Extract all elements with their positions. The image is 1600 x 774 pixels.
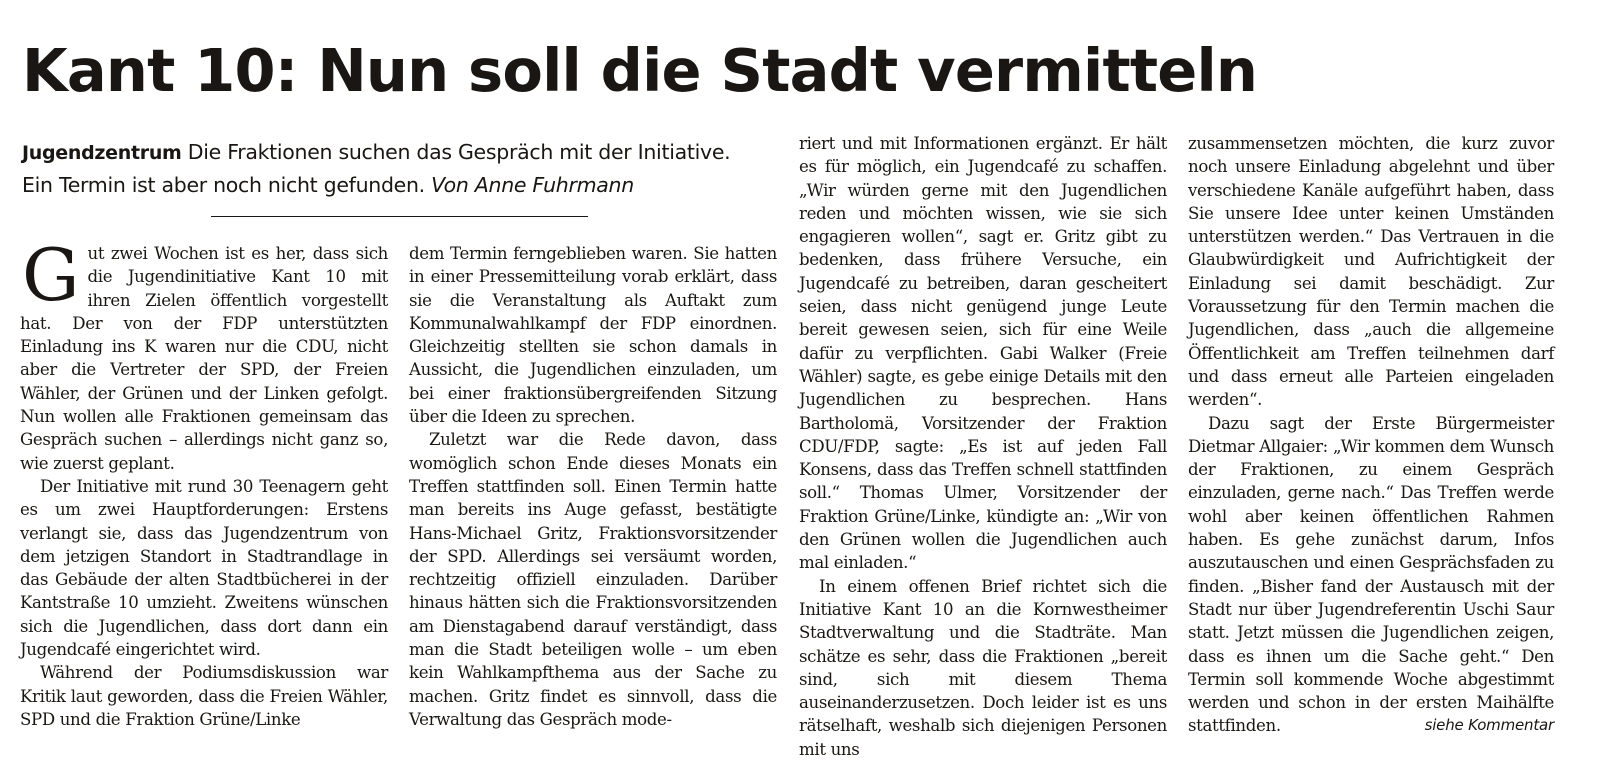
article-column-4 (1188, 132, 1554, 738)
paragraph: In einem offenen Brief richtet sich die Initiative Kant 10 an die Kornwestheimer Stadtverwaltung und die Stadträte. Man schätze es sehr, dass die Fraktionen „bereit sind, sich mit diesem Thema auseinanderzusetzen. Doch leider ist es uns rätselhaft, weshalb sich diejenigen Personen mit uns (799, 576, 1167, 759)
article-headline: Kant 10: Nun soll die Stadt vermitteln (22, 36, 1258, 105)
article-column-2 (409, 242, 777, 731)
paragraph: Der Initiative mit rund 30 Teenagern geht es um zwei Hauptforderungen: Erstens verlangt sie, dass das Jugendzentrum von dem jetzigen Standort in Stadtrandlage in das Gebäude der alten Stadtbücherei in der Kantstraße 10 umzieht. Zweitens wünschen sich die Jugendlichen, dass dort dann ein Jugendcafé eingerichtet wird. (20, 476, 388, 660)
deck-text: Die Fraktionen suchen das Gespräch mit der Initiative. (187, 140, 731, 164)
article-column-1 (20, 233, 388, 731)
paragraph-text: Dazu sagt der Erste Bürgermeister Dietmar Allgaier: „Wir kommen dem Wunsch der Fraktionen, zu einem Gespräch einzuladen, gerne nach.“ Das Treffen werde wohl aber keinen öffentlichen Rahmen haben. Es gehe zunächst darum, Infos auszutauschen und einen Gesprächsfaden zu finden. „Bisher fand der Austausch mit der Stadt nur über Jugendreferentin Uschi Saur statt. Jetzt müssen die Jugendlichen zeigen, dass es ihnen um die Sache geht.“ Den Termin soll kommende Woche abgestimmt werden und schon in der ersten Maihälfte stattfinden. (1188, 413, 1554, 736)
byline: Von Anne Fuhrmann (431, 173, 634, 197)
deck-divider (211, 216, 588, 217)
paragraph: riert und mit Informationen ergänzt. Er hält es für möglich, ein Jugendcafé zu schaffen. „Wir würden gerne mit den Jugendlichen reden und möchten wissen, wie sie sich engagieren wollen“, sagt er. Gritz gibt zu bedenken, dass frühere Versuche, ein Jugendcafé zu betreiben, daran gescheitert seien, dass nicht genügend junge Leute bereit gewesen seien, sich für eine Weile dafür zu verpflichten. Gabi Walker (Freie Wähler) sagte, es gebe einige Details mit den Jugendlichen zu besprechen. Hans Bartholomä, Vorsitzender der Fraktion CDU/FDP, sagte: „Es ist auf jeden Fall Konsens, dass das Treffen schnell stattfinden soll.“ Thomas Ulmer, Vorsitzender der Fraktion Grüne/Linke, kündigte an: „Wir von den Grünen wollen die Jugendlichen auch mal einladen.“ (799, 134, 1167, 573)
paragraph-text: ut zwei Wochen ist es her, dass sich die Jugendinitiative Kant 10 mit ihren Zielen öffentlich vorgestellt hat. Der von der FDP unterstützten Einladung ins K waren nur die CDU, nicht aber die Vertreter der SPD, der Freien Wähler, der Grünen und der Linken gefolgt. Nun wollen alle Fraktionen gemeinsam das Gespräch suchen – allerdings nicht ganz so, wie zuerst geplant. (20, 244, 388, 473)
paragraph: Zuletzt war die Rede davon, dass womöglich schon Ende dieses Monats ein Treffen stattfinden soll. Einen Termin hatte man bereits ins Auge gefasst, bestätigte Hans-Michael Gritz, Fraktionsvorsitzender der SPD. Allerdings sei versäumt worden, rechtzeitig offiziell einzuladen. Darüber hinaus hätten sich die Fraktionsvorsitzenden am Dienstagabend darauf verständigt, dass man die Stadt beteiligen wolle – um eben kein Wahlkampfthema aus der Sache zu machen. Gritz findet es sinnvoll, dass die Verwaltung das Gespräch mode- (409, 430, 777, 729)
article-deck (22, 136, 792, 201)
deck-text-2: Ein Termin ist aber noch nicht gefunden. (22, 173, 425, 197)
drop-cap: G (22, 233, 80, 317)
paragraph: Während der Podiumsdiskussion war Kritik laut geworden, dass die Freien Wähler, SPD und die Fraktion Grüne/Linke (20, 663, 388, 729)
article-column-3 (799, 132, 1167, 761)
paragraph: zusammensetzen möchten, die kurz zuvor noch unsere Einladung abgelehnt und über verschiedene Kanäle aufgeführt haben, dass Sie unsere Idee unter keinen Umständen unterstützen werden.“ Das Vertrauen in die Glaubwürdigkeit und Aufrichtigkeit der Einladung sei damit beschädigt. Zur Voraussetzung für den Termin machen die Jugendlichen, dass „auch die allgemeine Öffentlichkeit am Treffen teilnehmen darf und dass erneut alle Parteien eingeladen werden“. (1188, 134, 1554, 410)
paragraph (20, 233, 388, 475)
deck-kicker: Jugendzentrum (22, 142, 182, 164)
paragraph (1188, 412, 1554, 738)
paragraph: dem Termin ferngeblieben waren. Sie hatten in einer Pressemitteilung vorab erklärt, dass sie die Veranstaltung als Auftakt zum Kommunalwahlkampf der FDP einordnen. Gleichzeitig stellten sie schon damals in Aussicht, die Jugendlichen einzuladen, um bei einer fraktionsübergreifenden Sitzung über die Ideen zu sprechen. (409, 244, 777, 427)
see-also-reference: siehe Kommentar (1424, 716, 1554, 735)
